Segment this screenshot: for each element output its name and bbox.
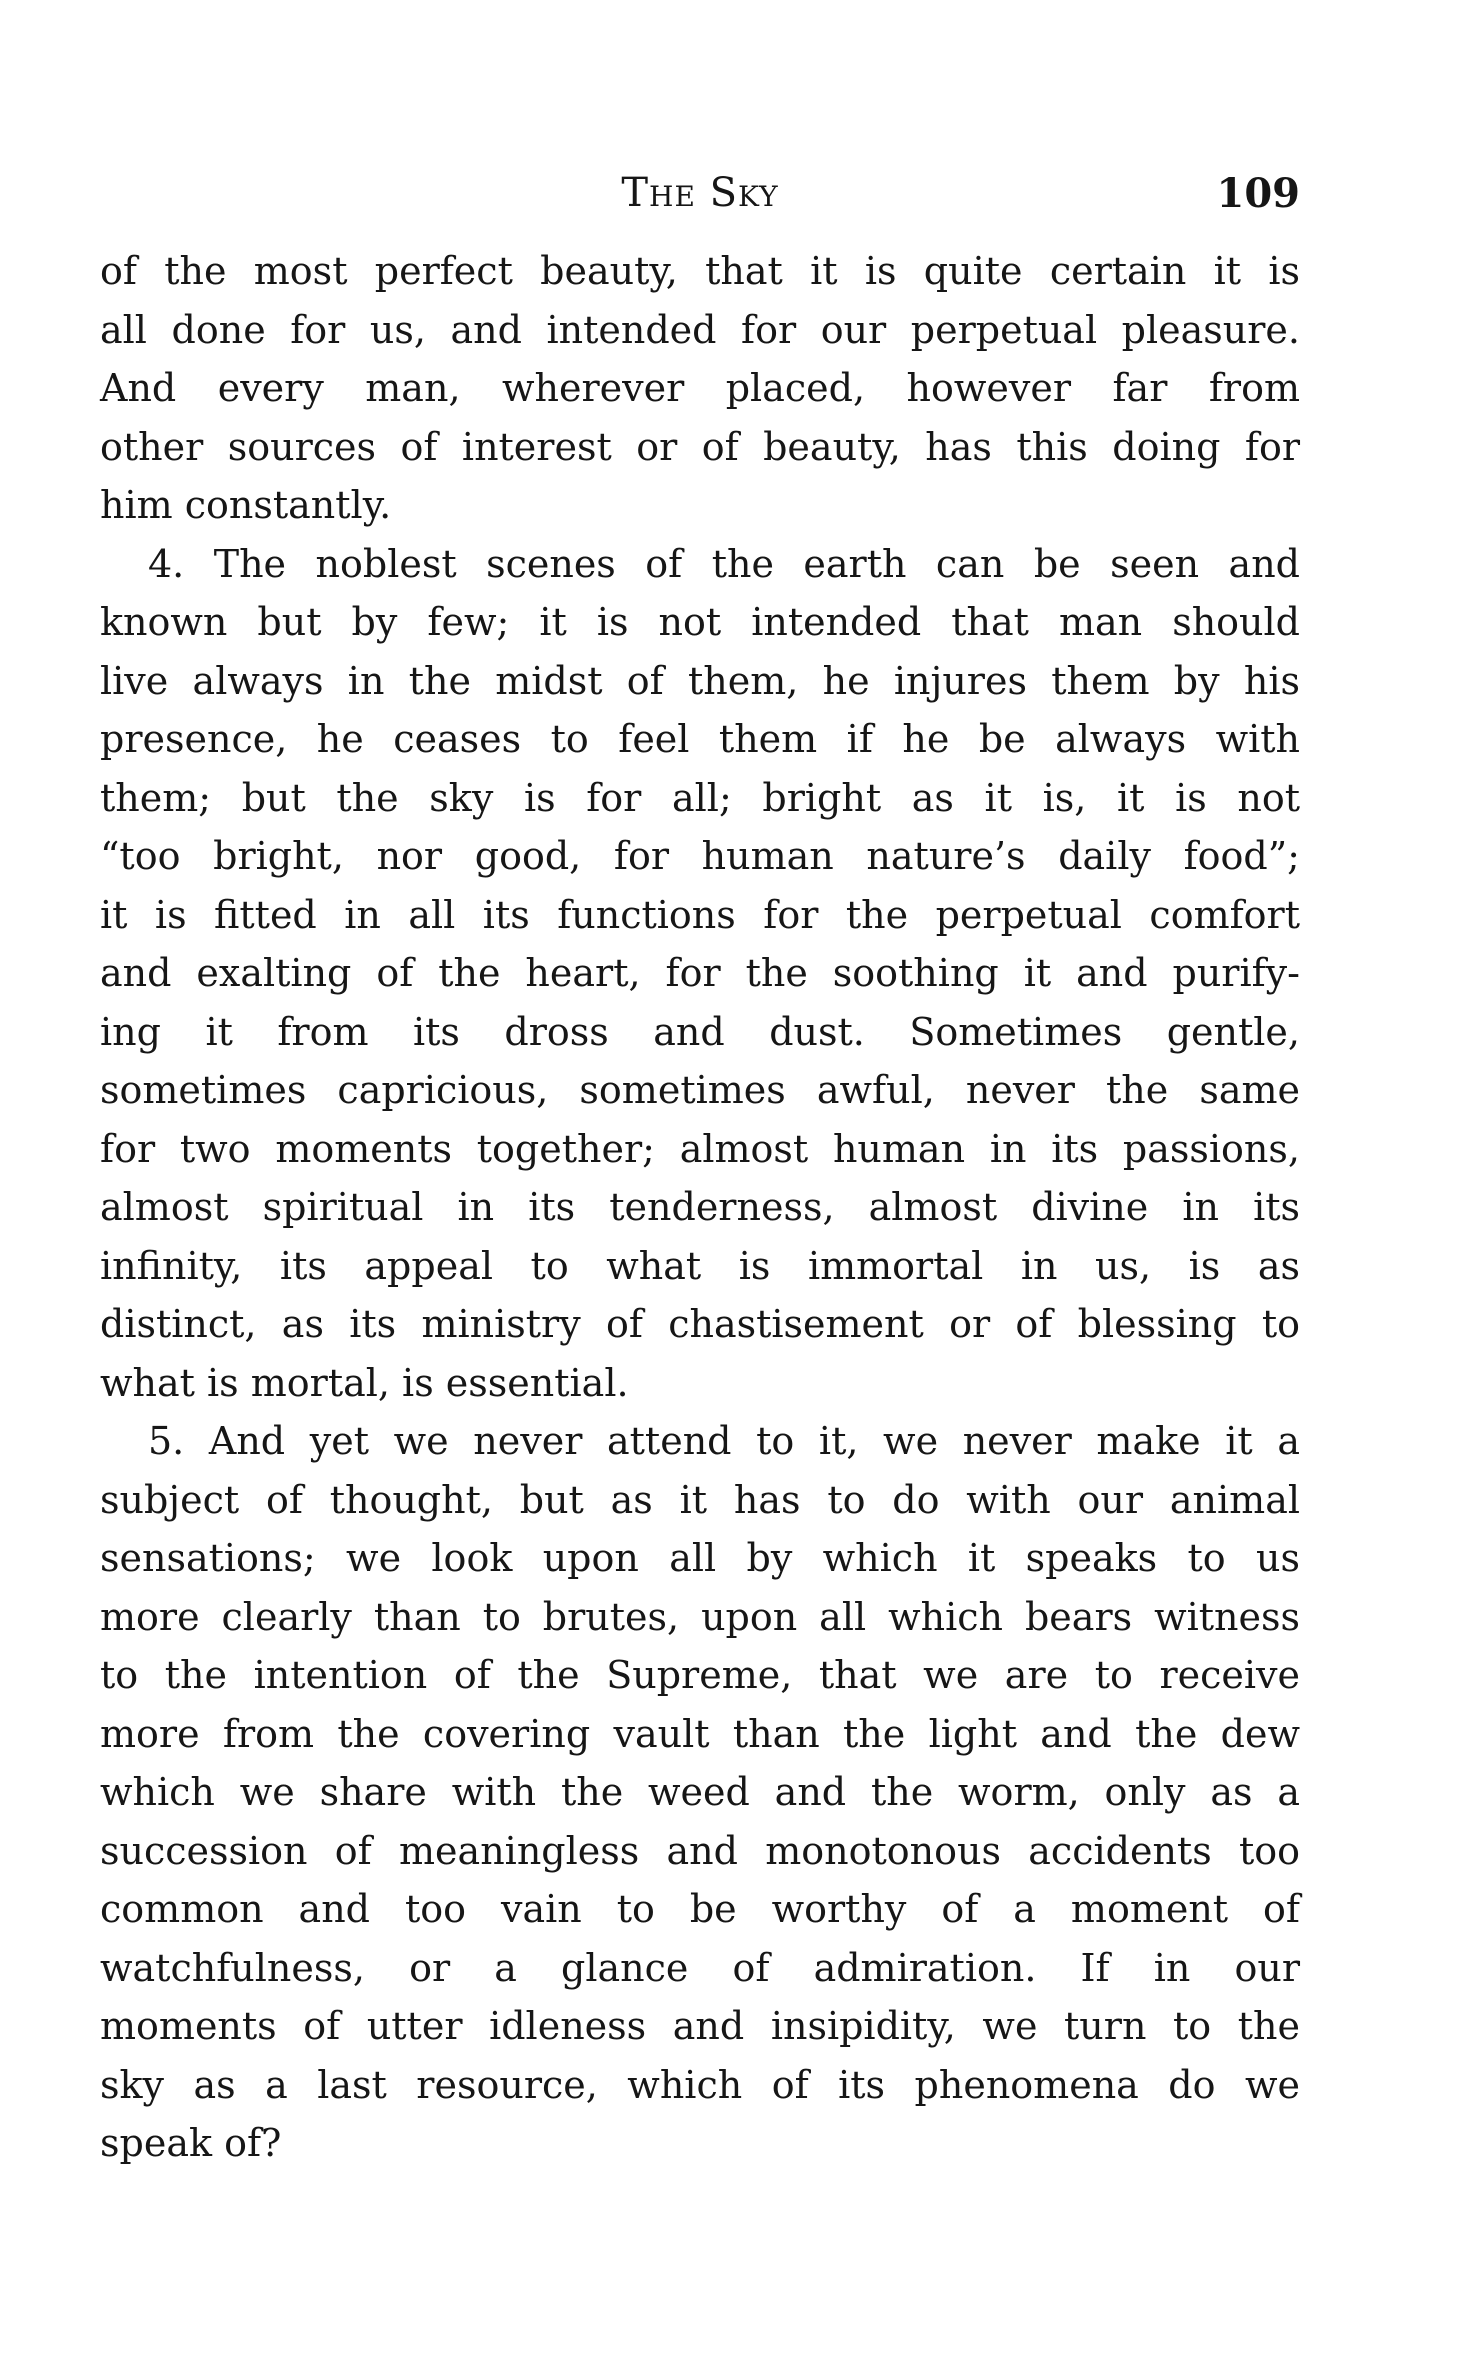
text-line: which we share with the weed and the worm, only as a bbox=[100, 1770, 1300, 1814]
text-line: other sources of interest or of beauty, has this doing for bbox=[100, 424, 1300, 469]
text-line: sensations; we look upon all by which it speaks to us bbox=[100, 1536, 1300, 1580]
text-line: it is fitted in all its functions for the perpetual comfort bbox=[100, 892, 1300, 937]
running-head bbox=[100, 160, 1300, 230]
text-line: “too bright, nor good, for human nature’s daily food”; bbox=[100, 834, 1300, 878]
page-number: 109 bbox=[1216, 170, 1300, 217]
text-line: live always in the midst of them, he injures them by his bbox=[100, 658, 1300, 703]
text-line: speak of? bbox=[100, 2121, 282, 2165]
text-line: and exalting of the heart, for the soothing it and purify- bbox=[100, 951, 1300, 995]
text-line: more clearly than to brutes, upon all which bears witness bbox=[100, 1594, 1300, 1639]
text-line: And every man, wherever placed, however far from bbox=[100, 366, 1300, 410]
text-line: him constantly. bbox=[100, 483, 392, 527]
text-line: to the intention of the Supreme, that we are to receive bbox=[100, 1653, 1300, 1697]
text-line: all done for us, and intended for our perpetual pleasure. bbox=[100, 307, 1300, 352]
text-line: ing it from its dross and dust. Sometimes gentle, bbox=[100, 1009, 1300, 1054]
text-line: distinct, as its ministry of chastisement or of blessing to bbox=[100, 1302, 1300, 1346]
text-line: almost spiritual in its tenderness, almost divine in its bbox=[100, 1185, 1300, 1229]
text-line: succession of meaningless and monotonous accidents too bbox=[100, 1828, 1300, 1873]
text-line: known but by few; it is not intended that man should bbox=[100, 600, 1300, 644]
text-line: more from the covering vault than the light and the dew bbox=[100, 1711, 1300, 1756]
text-line: 5. And yet we never attend to it, we never make it a bbox=[148, 1419, 1300, 1463]
book-page bbox=[100, 160, 1300, 2173]
text-line: presence, he ceases to feel them if he be always with bbox=[100, 717, 1300, 761]
text-line: moments of utter idleness and insipidity, we turn to the bbox=[100, 2004, 1300, 2048]
paragraph-4 bbox=[100, 535, 1300, 1413]
text-line: of the most perfect beauty, that it is quite certain it is bbox=[100, 249, 1300, 293]
text-line: common and too vain to be worthy of a moment of bbox=[100, 1887, 1300, 1931]
running-title: The Sky bbox=[621, 170, 779, 216]
text-line: them; but the sky is for all; bright as it is, it is not bbox=[100, 775, 1300, 820]
text-line: sky as a last resource, which of its phenomena do we bbox=[100, 2062, 1300, 2107]
text-line: what is mortal, is essential. bbox=[100, 1360, 629, 1405]
paragraph-continued bbox=[100, 242, 1300, 535]
text-line: watchfulness, or a glance of admiration. If in our bbox=[100, 1945, 1300, 1990]
paragraph-5 bbox=[100, 1412, 1300, 2173]
text-line: subject of thought, but as it has to do with our animal bbox=[100, 1477, 1300, 1522]
body-text bbox=[100, 242, 1300, 2173]
text-line: sometimes capricious, sometimes awful, never the same bbox=[100, 1068, 1300, 1112]
text-line: infinity, its appeal to what is immortal in us, is as bbox=[100, 1243, 1300, 1288]
text-line: for two moments together; almost human in its passions, bbox=[100, 1126, 1300, 1171]
text-line: 4. The noblest scenes of the earth can be seen and bbox=[148, 541, 1300, 586]
